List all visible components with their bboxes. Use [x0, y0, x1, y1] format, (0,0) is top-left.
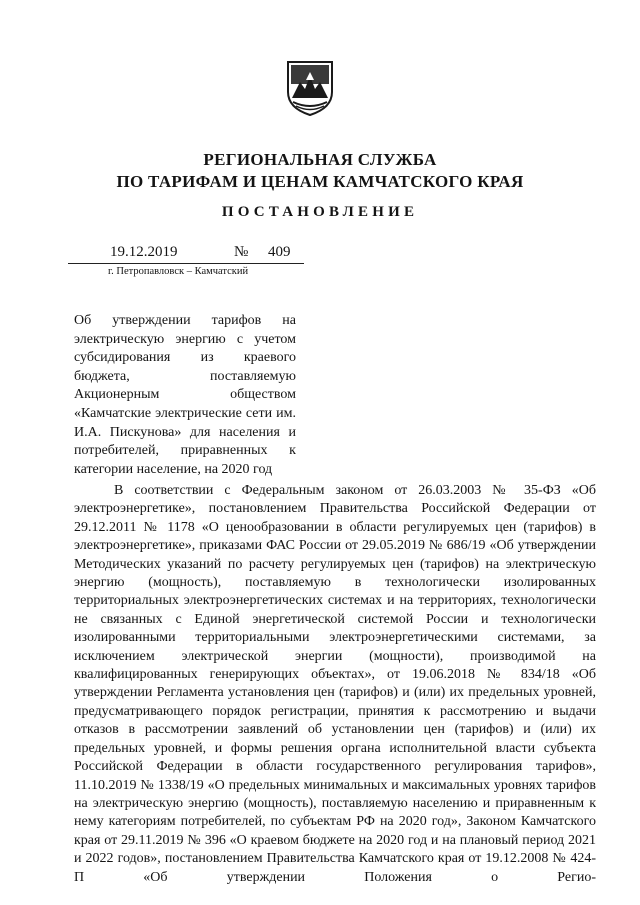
organization-name-line1: РЕГИОНАЛЬНАЯ СЛУЖБА [203, 150, 437, 169]
document-type: ПОСТАНОВЛЕНИЕ [221, 204, 419, 220]
document-subject: Об утверждении тарифов на электрическую энергию с учетом субсидирования из краевого бюджета, поставляемую Акционерным обществом «Камчатские электрические сети им. И.А. Пискунова» для населения и потребителей, приравненных к категории население, на 2020 год [74, 313, 296, 477]
kamchatka-coat-of-arms-icon [284, 58, 336, 118]
date-underline [68, 263, 304, 264]
document-city: г. Петропавловск – Камчатский [108, 266, 249, 277]
document-number: 409 [268, 244, 291, 260]
number-sign: № [234, 244, 249, 260]
preamble-paragraph: В соответствии с Федеральным законом от 26.03.2003 № 35-ФЗ «Об электроэнергетике», постановлением Правительства Российской Федерации от 29.12.2011 № 1178 «О ценообразовании в области регулируемых цен (тарифов) в электроэнергетике», приказами ФАС России от 29.05.2019 № 686/19 «Об утверждении Методических указаний по расчету регулируемых цен (тарифов) на электрическую энергию (мощность), поставляемую в технологически изолированных территориальных электроэнергетических системах и на территориях, технологически не связанных с Единой энергетической системой России и технологически изолированными территориальными электроэнергетическими системами, за исключением электрической энергии (мощности), производимой на квалифицированных генерирующих объектах», от 19.06.2018 № 834/18 «Об утверждении Регламента установления цен (тарифов) и (или) их предельных уровней, предусматривающего порядок регистрации, принятия к рассмотрению и выдачи отказов в рассмотрении заявлений об установлении цен (тарифов) и (или) их предельных уровней, и формы решения органа исполнительной власти субъекта Российской Федерации в области государственного регулирования тарифов», 11.10.2019 № 1338/19 «О предельных минимальных и максимальных уровнях тарифов на электрическую энергию (мощность), поставляемую населению и приравненным к нему категориям потребителей, по субъектам РФ на 2020 год», Законом Камчатского края от 29.11.2019 № 396 «О краевом бюджете на 2020 год и на плановый период 2021 и 2022 годов», постановлением Правительства Камчатского края от 19.12.2008 № 424-П «Об утверждении Положения о Регио- [74, 483, 596, 885]
organization-name-line2: ПО ТАРИФАМ И ЦЕНАМ КАМЧАТСКОГО КРАЯ [116, 172, 524, 191]
document-date: 19.12.2019 [110, 244, 178, 260]
